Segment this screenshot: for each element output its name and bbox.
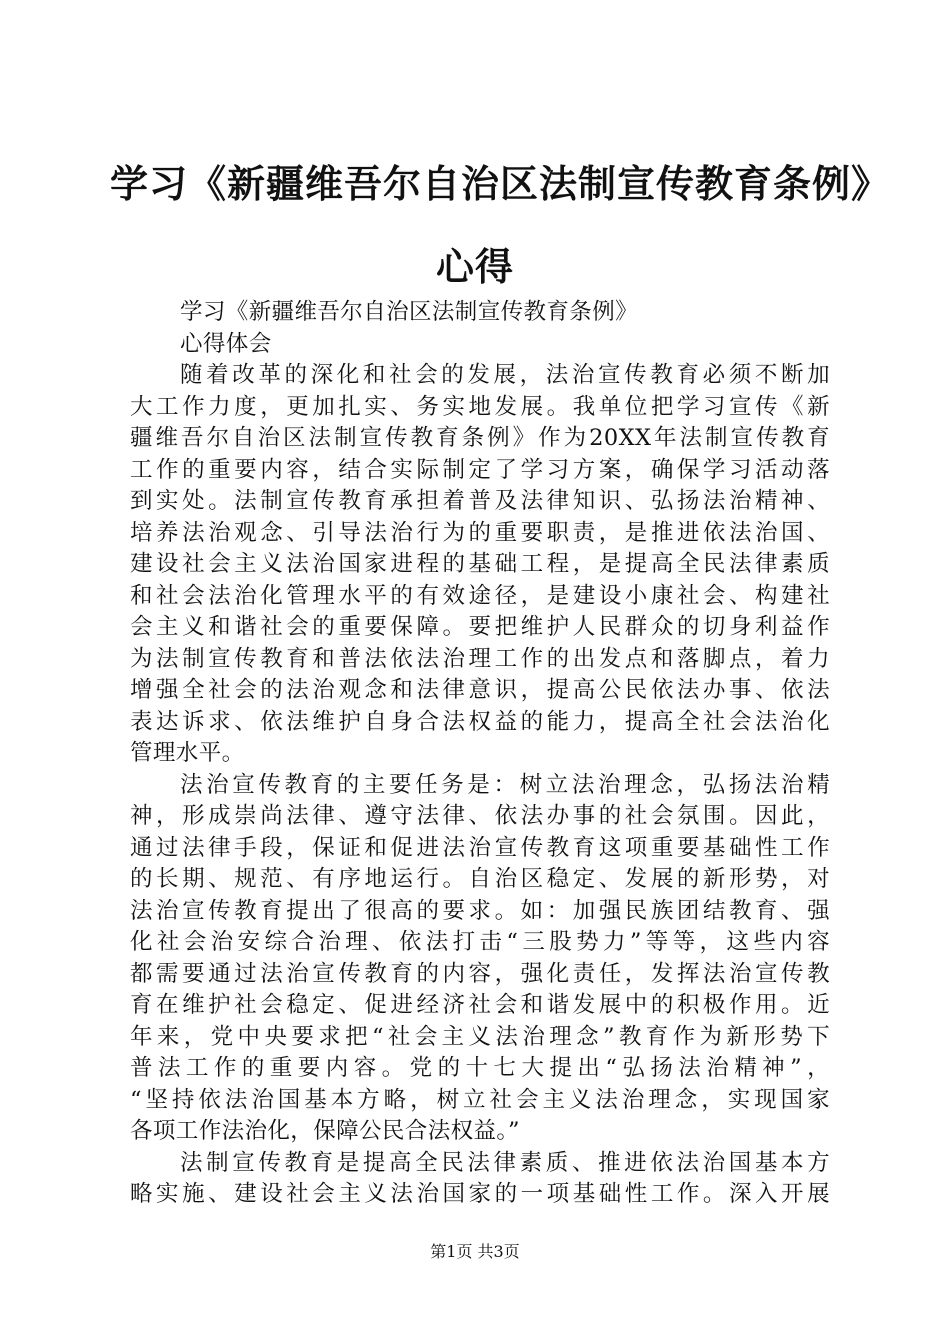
body-text-line: 都需要通过法治宣传教育的内容，强化责任，发挥法治宣传教 (130, 960, 830, 987)
body-text-line: 学习《新疆维吾尔自治区法制宣传教育条例》 (180, 299, 639, 325)
body-text-line: 疆维吾尔自治区法制宣传教育条例》作为20XX年法制宣传教育 (130, 425, 830, 451)
body-text-line: 的长期、规范、有序地运行。自治区稳定、发展的新形势，对 (130, 866, 830, 892)
body-text-line: 神，形成崇尚法律、遵守法律、依法办事的社会氛围。因此， (130, 803, 830, 829)
body-text-line: 育在维护社会稳定、促进经济社会和谐发展中的积极作用。近 (130, 992, 830, 1018)
body-text-line: 工作的重要内容，结合实际制定了学习方案，确保学习活动落 (130, 456, 830, 483)
body-text-line: 通过法律手段，保证和促进法治宣传教育这项重要基础性工作 (130, 834, 830, 861)
body-text-line: 略实施、建设社会主义法治国家的一项基础性工作。深入开展 (130, 1181, 830, 1207)
body-text-line: 各项工作法治化，保障公民合法权益。” (130, 1118, 520, 1144)
body-text-line: “坚持依法治国基本方略，树立社会主义法治理念，实现国家 (130, 1086, 830, 1113)
body-text-line: 法治宣传教育的主要任务是：树立法治理念，弘扬法治精 (180, 771, 830, 798)
document-title-line-1: 学习《新疆维吾尔自治区法制宣传教育条例》 (110, 161, 891, 206)
body-text-line: 普法工作的重要内容。党的十七大提出“弘扬法治精神”， (130, 1055, 830, 1081)
body-text-line: 大工作力度，更加扎实、务实地发展。我单位把学习宣传《新 (130, 393, 830, 420)
body-text-line: 管理水平。 (130, 740, 245, 766)
body-text-line: 法制宣传教育是提高全民法律素质、推进依法治国基本方 (180, 1149, 830, 1176)
page-footer: 第1页 共3页 (430, 1242, 520, 1261)
body-text-line: 会主义和谐社会的重要保障。要把维护人民群众的切身利益作 (130, 614, 830, 640)
document-title-line-2: 心得 (435, 244, 514, 289)
body-text-line: 法治宣传教育提出了很高的要求。如：加强民族团结教育、强 (130, 897, 830, 924)
body-text-line: 培养法治观念、引导法治行为的重要职责，是推进依法治国、 (130, 519, 830, 546)
body-text-line: 建设社会主义法治国家进程的基础工程，是提高全民法律素质 (130, 551, 830, 577)
body-text-line: 化社会治安综合治理、依法打击“三股势力”等等，这些内容 (130, 929, 830, 955)
body-text-line: 表达诉求、依法维护自身合法权益的能力，提高全社会法治化 (130, 708, 830, 735)
body-text-line: 到实处。法制宣传教育承担着普及法律知识、弘扬法治精神、 (130, 488, 830, 514)
body-text-line: 随着改革的深化和社会的发展，法治宣传教育必须不断加 (180, 362, 830, 388)
body-text-line: 为法制宣传教育和普法依法治理工作的出发点和落脚点，着力 (130, 645, 830, 672)
body-text-line: 年来，党中央要求把“社会主义法治理念”教育作为新形势下 (130, 1023, 830, 1050)
document-body (130, 297, 830, 1211)
body-text-line: 增强全社会的法治观念和法律意识，提高公民依法办事、依法 (130, 677, 830, 703)
body-text-line: 心得体会 (180, 330, 272, 357)
body-text-line: 和社会法治化管理水平的有效途径，是建设小康社会、构建社 (130, 582, 830, 609)
